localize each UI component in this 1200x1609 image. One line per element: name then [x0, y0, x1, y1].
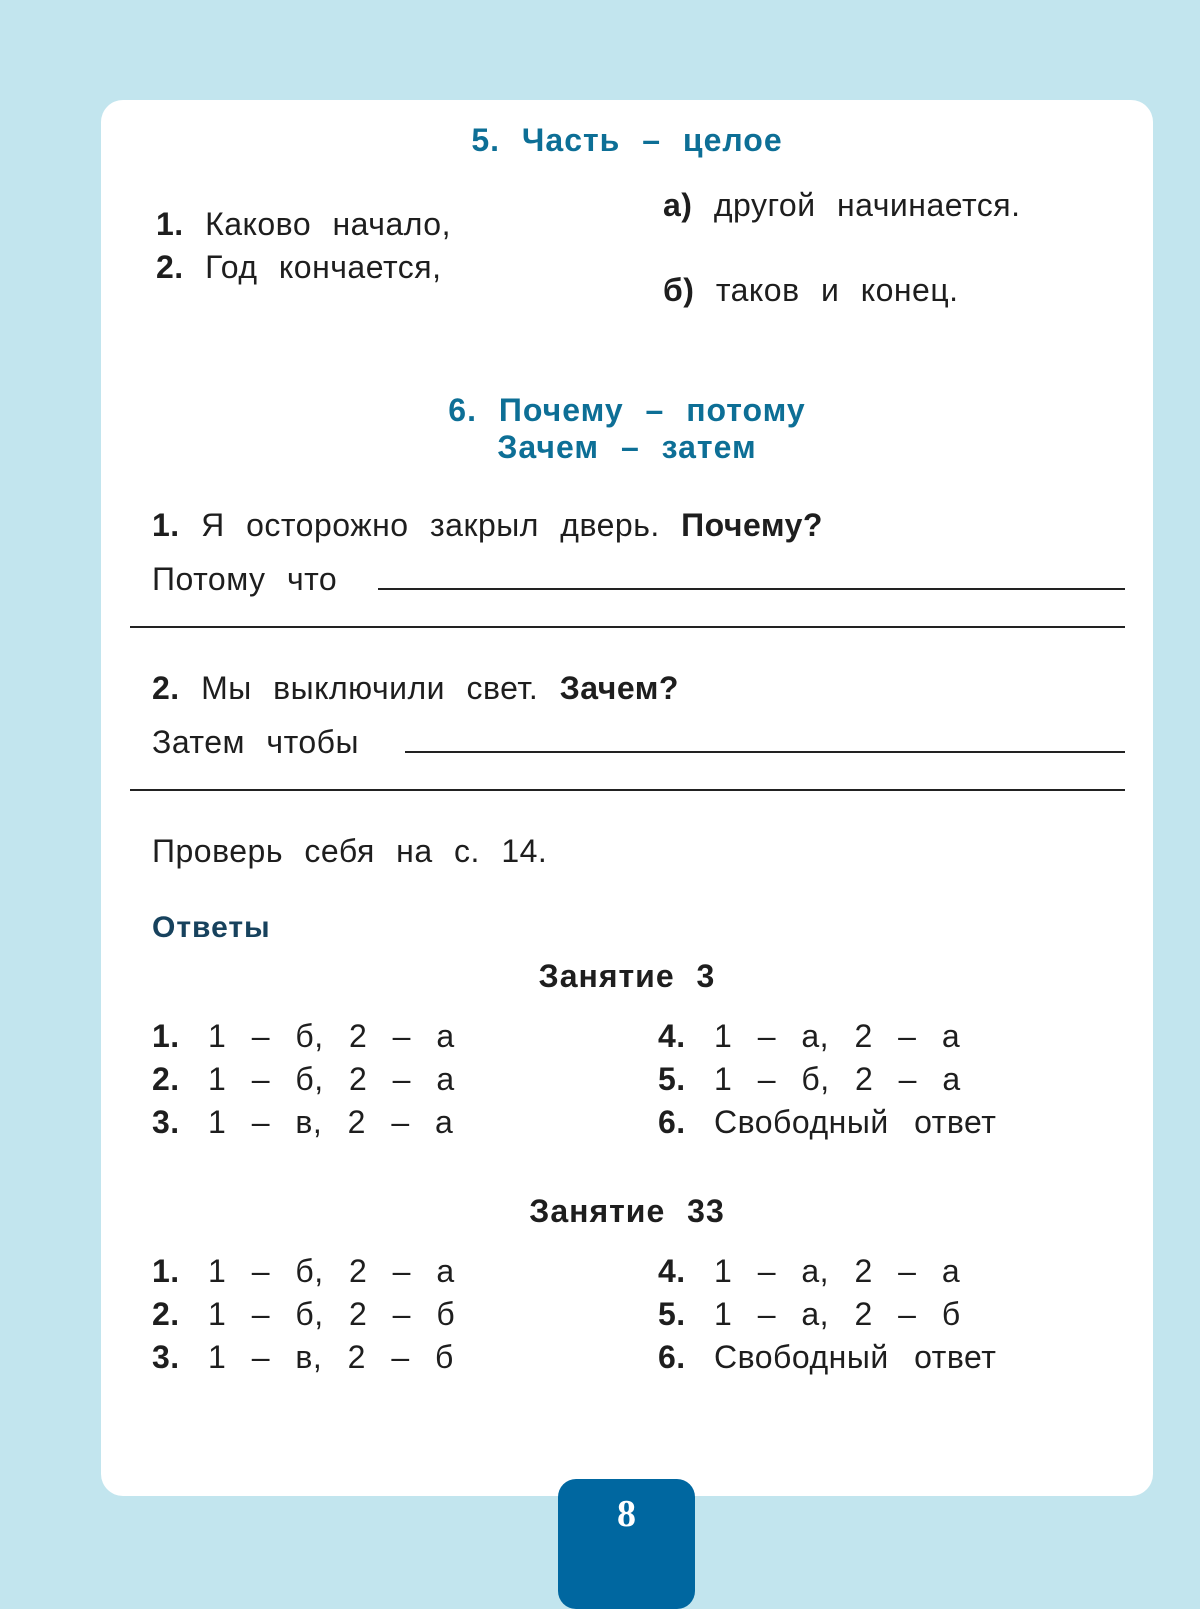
lesson33-answer-3: 3. 1 – в, 2 – б: [152, 1339, 454, 1375]
task5-left-item-2: 2. Год кончается,: [156, 249, 442, 285]
answer-line-2b[interactable]: [130, 789, 1125, 791]
lesson3-title: Занятие 3: [538, 958, 716, 994]
task5-left-item-1: 1. Каково начало,: [156, 206, 451, 242]
lesson3-answer-2: 2. 1 – б, 2 – а: [152, 1061, 455, 1097]
check-yourself-note: Проверь себя на с. 14.: [152, 833, 548, 869]
task6-title-line2: Зачем – затем: [497, 429, 757, 465]
lesson33-answer-1: 1. 1 – б, 2 – а: [152, 1253, 455, 1289]
lesson33-answer-2: 2. 1 – б, 2 – б: [152, 1296, 456, 1332]
answer-line-1a[interactable]: [378, 588, 1125, 590]
lesson3-answer-4: 4. 1 – а, 2 – а: [658, 1018, 961, 1054]
worksheet-card: [101, 100, 1153, 1496]
lesson3-answer-6: 6. Свободный ответ: [658, 1104, 997, 1140]
lesson3-answer-5: 5. 1 – б, 2 – а: [658, 1061, 961, 1097]
lesson3-answer-1: 1. 1 – б, 2 – а: [152, 1018, 455, 1054]
answers-heading: Ответы: [152, 911, 271, 944]
task5-right-item-b: б) таков и конец.: [663, 272, 959, 308]
lesson33-answer-4: 4. 1 – а, 2 – а: [658, 1253, 961, 1289]
lesson3-answer-3: 3. 1 – в, 2 – а: [152, 1104, 454, 1140]
answer-lead-2: Затем чтобы: [152, 724, 359, 760]
lesson33-title: Занятие 33: [529, 1193, 725, 1229]
task6-question-2: 2. Мы выключили свет. Зачем?: [152, 670, 679, 706]
task5-right-item-a: а) другой начинается.: [663, 187, 1021, 223]
page-number-tab: [558, 1479, 695, 1609]
answer-line-1b[interactable]: [130, 626, 1125, 628]
lesson33-answer-5: 5. 1 – а, 2 – б: [658, 1296, 961, 1332]
task6-title-line1: 6. Почему – потому: [448, 392, 806, 428]
answer-line-2a[interactable]: [405, 751, 1125, 753]
task5-title: 5. Часть – целое: [471, 122, 783, 158]
lesson33-answer-6: 6. Свободный ответ: [658, 1339, 997, 1375]
task6-question-1: 1. Я осторожно закрыл дверь. Почему?: [152, 507, 823, 543]
answer-lead-1: Потому что: [152, 561, 338, 597]
page-number: 8: [617, 1493, 636, 1535]
